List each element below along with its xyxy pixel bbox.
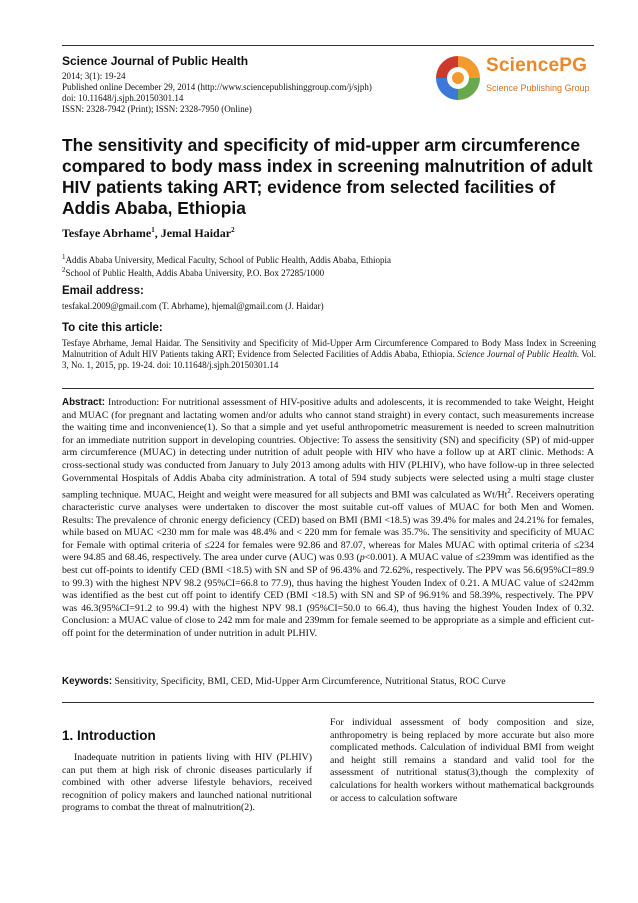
cite-journal: Science Journal of Public Health. (457, 349, 580, 359)
doi-info[interactable]: doi: 10.11648/j.sjph.20150301.14 (62, 93, 184, 103)
issue-info: 2014; 3(1): 19-24 (62, 71, 126, 81)
abstract-top-rule (62, 388, 594, 389)
affiliation-2 (62, 265, 324, 279)
author-1-sup: 1 (151, 226, 155, 234)
abstract-part-2: . Receivers operating characteristic curve analyses were undertaken to discover the most suitable cut-off values of MUAC for both Men and Women. Results: The prevalence of chronic energy deficiency (CED) based on BMI (BMI <18.5) was 39.4% for males and 24.21% for females, while based on MUAC <230 mm for male was 48.4% and < 220 mm for female was 35.7%. The sensitivity and specificity of MUAC for Female with optimal criteria of ≤224 for females were 92.86 and 87.07, whereas for Males MUAC with optimal criteria of ≤234 were 94.85 and 68.46, respectively. The area under curve (AUC) was 0.93 ( (62, 489, 595, 564)
logo-subtitle: Science Publishing Group (486, 83, 590, 93)
keywords-label: Keywords: (62, 676, 113, 687)
author-2-sup: 2 (231, 226, 235, 234)
affiliation-1-sup: 1 (62, 253, 66, 261)
journal-name: Science Journal of Public Health (62, 54, 249, 68)
paper-title: The sensitivity and specificity of mid-upper arm circumference compared to body mass index in screening malnutrition of adult HIV patients taking ART; evidence from selected facilities of Addis Ababa, Ethiopia (62, 135, 593, 218)
affiliation-2-sup: 2 (62, 266, 66, 274)
author-2: Jemal Haidar (160, 226, 232, 240)
affiliation-1-text: Addis Ababa University, Medical Faculty, School of Public Health, Addis Ababa, Ethiopia (65, 255, 392, 265)
author-list (62, 226, 235, 241)
affiliation-2-text: School of Public Health, Addis Ababa University, P.O. Box 27285/1000 (65, 268, 325, 278)
affiliation-1 (62, 252, 391, 266)
cite-tail: Vol. 3, No. 1, 2015, pp. 19-24. doi: 10.11648/j.sjph.20150301.14 (62, 349, 596, 370)
intro-column-1: Inadequate nutrition in patients living with HIV (PLHIV) can put them at high risk of chronic diseases particularly if combined with other adverse lifestyle behaviors, received recognition of policy makers and launched national nutritional programs to combat the threat of malnutrition(2). (62, 752, 312, 814)
cite-text (62, 338, 596, 371)
author-1: Tesfaye Abrhame (62, 226, 152, 240)
email-heading: Email address: (62, 285, 144, 297)
abstract-p-italic: p (359, 552, 365, 564)
keywords-text: Sensitivity, Specificity, BMI, CED, Mid-Upper Arm Circumference, Nutritional Status, ROC Curve (114, 676, 506, 687)
intro-column-2: For individual assessment of body composition and size, anthropometry is being replaced by more accurate but also more complicated methods. Calculation of individual BMI from weight and height still remains a standard and valid tool for the assessment of nutritional status(3),though the complexity of calculations for health workers without mathematical backgrounds or access to calculation software (330, 717, 594, 804)
top-rule (62, 45, 594, 46)
cite-heading: To cite this article: (62, 322, 163, 334)
cite-body: Tesfaye Abrhame, Jemal Haidar. The Sensitivity and Specificity of Mid-Upper Arm Circumference Compared to Body Mass Index in Screening Malnutrition of Adult HIV Patients taking ART; Evidence from Selected Facilities of Addis Ababa, Ethiopia. (62, 338, 596, 359)
abstract-part-1: Introduction: For nutritional assessment of HIV-positive adults and adolescents, it is recommended to take Weight, Height and MUAC (for pregnant and lactating women and/or adults who cannot stand straight) in every contact, such measurements increase the waiting time and inconvenience(1). So that a simple and yet useful anthropometric measurement is needed to screen malnutrition for an immediate nutrition support in developing countries. Objective: To assess the sensitivity (SN) and specificity (SP) of mid-upper arm circumference (MUAC) in detecting under nutrition of adult people with HIV who have a follow up at ART clinic. Methods: A cross-sectional study was conducted from January to July 2013 among adults with HIV (PLHIV), who have follow-up in three selected Governmental Hospitals of Addis Ababa city administration. A total of 594 study subjects were selected using a multi stage cluster sampling technique. MUAC, Height and weight were measured for all subjects and BMI was calculated as Wt/Ht (62, 397, 594, 501)
logo-globe-icon (428, 50, 488, 106)
email-addresses[interactable]: tesfakal.2009@gmail.com (T. Abrhame), hjemal@gmail.com (J. Haidar) (62, 301, 324, 311)
abstract-superscript: 2 (507, 487, 511, 496)
keywords-bottom-rule (62, 702, 594, 703)
introduction-heading: 1. Introduction (62, 728, 156, 743)
keywords (62, 676, 602, 687)
abstract-label: Abstract: (62, 397, 106, 408)
logo-brand-text: SciencePG (486, 55, 588, 76)
abstract (62, 397, 594, 641)
author-separator: , (154, 226, 161, 240)
issn-info: ISSN: 2328-7942 (Print); ISSN: 2328-7950 (Online) (62, 104, 252, 114)
published-info[interactable]: Published online December 29, 2014 (http://www.sciencepublishinggroup.com/j/sjph) (62, 82, 372, 92)
abstract-part-3: <0.001). A MUAC value of ≤239mm was identified as the best cut off-points to identify CED (BMI <18.5) with SN and SP of 96.43% and 72.62%, respectively. The PPV was 56.6(95%CI=89.9 to 99.3) with the highest NPV 98.2 (95%CI=66.8 to 77.9), thus having the highest Youden Index of 0.21. A MUAC value of ≤242mm was identified as the best cut off point to identify CED (BMI <18.5) with SN and SP of 96.91% and 58.39%, respectively. The PPV was 46.3(95%CI=91.2 to 99.4) with the highest NPV 98.1 (95%CI=50.0 to 66.4), thus having the highest Youden Index of 0.32. Conclusion: a MUAC value of close to 242 mm for male and 239mm for female seemed to be appropriate as a simple and efficient cut-off point for the determination of under nutrition in adult PLHIV. (62, 552, 594, 639)
